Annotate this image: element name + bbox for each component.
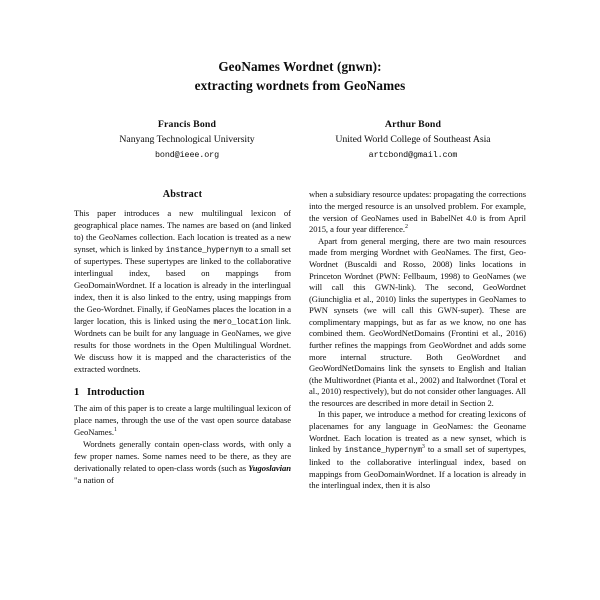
footnote-marker-1[interactable]: 1 xyxy=(113,426,117,433)
left-column xyxy=(74,189,291,491)
intro-para-2-text-end: "a nation of xyxy=(74,474,114,485)
intro-paragraph-1 xyxy=(74,403,291,439)
author-entry-1 xyxy=(74,118,300,161)
intro-para-1-text: The aim of this paper is to create a large multilingual lexicon of place names, through the use of the vast open source database GeoNames. xyxy=(74,402,291,437)
right-para-cont-body: when a subsidiary resource updates: propagating the corrections into the merged resource is an unsolved problem. For example, the version of GeoNames used in BabelNet 4.0 is from April 2015, a four year difference. xyxy=(309,189,526,235)
author-name: Francis Bond xyxy=(157,119,217,131)
abstract-text-part-1: This paper introduces a new multilingual lexicon of geographical place names. The names are based on (and linked to) the GeoNames collection. Each location is treated as a new synset, which is linked by xyxy=(74,208,291,255)
right-para-3-text: In this paper, we introduce a method for creating lexicons of placenames for any language in GeoNames: the Geoname Wordnet. Each location is treated as a new synset, which is linked by xyxy=(309,409,526,455)
abstract-paragraph xyxy=(74,208,291,375)
author-email[interactable]: bond@ieee.org xyxy=(154,149,220,160)
intro-paragraph-2 xyxy=(74,439,291,487)
footnote-marker-2[interactable]: 2 xyxy=(404,224,408,231)
section-number: 1 xyxy=(74,386,80,398)
section-title: Introduction xyxy=(87,386,145,398)
author-name: Arthur Bond xyxy=(384,119,442,131)
section-heading-introduction xyxy=(74,387,291,398)
abstract-heading: Abstract xyxy=(162,189,203,201)
intro-para-2-text: Wordnets generally contain open-class words, with only a few proper names. Some names need to be there, as they are derivationally related to open-class words (such as xyxy=(74,438,291,473)
right-mono-instance-hypernym: instance_hypernym xyxy=(344,446,422,456)
author-affiliation: Nanyang Technological University xyxy=(119,134,255,146)
body-columns xyxy=(74,189,526,491)
author-affiliation: United World College of Southeast Asia xyxy=(335,134,491,146)
author-email[interactable]: artcbond@gmail.com xyxy=(368,149,458,160)
right-para-3-text-end: to a small set of supertypes, linked to the collaborative interlingual index, based on mappings from GeoDomainWordnet. If a location is already in the interlingual index, then it is also xyxy=(309,444,526,491)
right-paragraph-continued xyxy=(309,189,526,235)
right-paragraph-2: Apart from general merging, there are two main resources made from merging Wordnet with GeoNames. The first, Geo-Wordnet (Buscaldi and Rosso, 2008) links locations in Princeton Wordnet (PWN: Fellbaum, 1998) to GeoNames (we will call this GWN-link). The second, GeoWordnet (Giunchiglia et al., 2010) links the supertypes in GeoNames to PWN synsets (we will call this GWN-super). These are complimentary mappings, but as far as we know, no one has combined them. GeoWordNetDomains (Frontini et al., 2016) further refines the mappings from GeoWordnet and adds some more internal structure. Both GeoWordnet and GeoWordNetDomains link the synsets to English and Italian (the Multiwordnet (Pianta et al., 2002) and Italwordnet (Toral et al., 2010) respectively), but do not consider other languages. All the resources are described in more detail in Section 2. xyxy=(309,235,526,408)
right-column xyxy=(309,189,526,491)
right-paragraph-3 xyxy=(309,409,526,491)
abstract-text-part-3: link. Wordnets can be built for any language in GeoNames, we give results for those wordnets in the Open Multilingual Wordnet. We discuss how it is mapped and the characteristics of the extracted wordnets. xyxy=(74,316,291,374)
abstract-mono-mero-location: mero_location xyxy=(213,318,273,328)
author-entry-2 xyxy=(300,118,526,161)
title-line-2: extracting wordnets from GeoNames xyxy=(194,77,406,93)
author-block xyxy=(74,118,526,161)
intro-italic-term: Yugoslavian xyxy=(248,462,291,473)
abstract-text-part-2: to a small set of supertypes. These supertypes are linked to the collaborative interlingual index, based on mappings from GeoDomainWordnet. If a location is already in the interlingual index, then it is also linked to the entry, using mappings from the Geo-Wordnet. Finally, if GeoNames places the location in a larger location, this is linked using the xyxy=(74,244,291,327)
abstract-mono-instance-hypernym: instance_hypernym xyxy=(165,246,244,256)
title-line-1: GeoNames Wordnet (gnwn): xyxy=(218,59,382,74)
title-block xyxy=(74,0,526,95)
page-title xyxy=(74,58,526,95)
footnote-marker-3[interactable]: 3 xyxy=(421,444,425,451)
